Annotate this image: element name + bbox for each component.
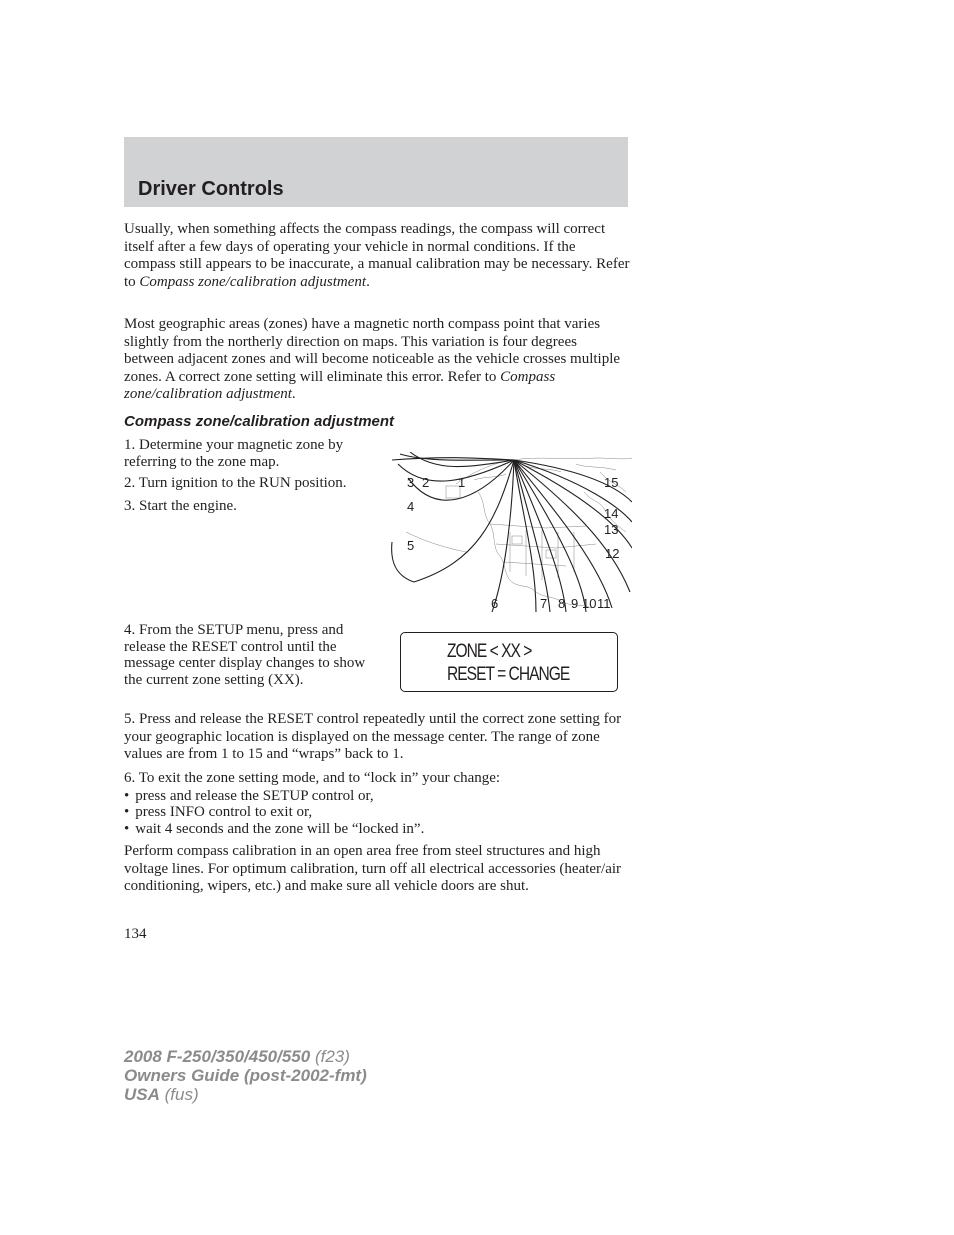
zone-label-1: 1 [458, 475, 466, 490]
display-line-2: RESET = CHANGE [447, 664, 570, 685]
section-header-band [124, 137, 628, 207]
display-line-1: ZONE < XX > [447, 641, 532, 662]
zone-label-3: 3 [407, 475, 415, 490]
zone-label-11: 11 [597, 596, 611, 611]
intro-p1-text: Usually, when something affects the compass readings, the compass will correct itself after a few days of operating your vehicle in normal conditions. If the compass still appears to be inaccurate, a manual calibration may be necessary. Refer to [124, 221, 630, 290]
intro-p2-reference: Compass zone/calibration adjustment [124, 368, 556, 403]
footer-model-code: (f23) [310, 1047, 350, 1066]
zone-label-2: 2 [422, 475, 430, 490]
intro-p2-end: . [291, 386, 296, 403]
list-item: • wait 4 seconds and the zone will be “locked in”. [124, 821, 424, 837]
message-center-display [400, 632, 618, 692]
zone-label-12: 12 [605, 546, 620, 561]
zone-label-6: 6 [491, 596, 499, 611]
footer-market: USA [124, 1085, 160, 1104]
zone-label-5: 5 [407, 538, 415, 553]
step-6: 6. To exit the zone setting mode, and to “lock in” your change: [124, 770, 501, 786]
step-1: 1. Determine your magnetic zone by referring to the zone map. [124, 437, 344, 470]
intro-paragraph-2 [124, 316, 630, 404]
step-5: 5. Press and release the RESET control repeatedly until the correct zone setting for your geographic location is displayed on the message center. The range of zone values are from 1 to 15 and “wraps” back to 1. [124, 711, 622, 763]
zone-label-14: 14 [604, 506, 619, 521]
intro-p1-end: . [366, 273, 370, 290]
footer-model: 2008 F-250/350/450/550 [124, 1047, 311, 1066]
zone-label-13: 13 [604, 522, 619, 537]
list-item: • press INFO control to exit or, [124, 804, 424, 820]
page-number: 134 [124, 926, 147, 942]
step-3: 3. Start the engine. [124, 498, 237, 514]
zone-label-7: 7 [540, 596, 548, 611]
intro-p2-text: Most geographic areas (zones) have a magnetic north compass point that varies slightly from the northerly direction on maps. This variation is four degrees between adjacent zones and will become noticeable as the vehicle crosses multiple zones. A correct zone setting will eliminate this error. Refer to [124, 316, 621, 385]
magnetic-zone-map [386, 452, 632, 614]
document-footer [124, 1047, 367, 1104]
subsection-title: Compass zone/calibration adjustment [124, 413, 395, 430]
step-2: 2. Turn ignition to the RUN position. [124, 475, 347, 491]
zone-label-10: 10 [582, 596, 597, 611]
zone-label-8: 8 [558, 596, 566, 611]
closing-paragraph: Perform compass calibration in an open area free from steel structures and high voltage lines. For optimum calibration, turn off all electrical accessories (heater/air conditioning, wipers, etc.) and make sure all vehicle doors are shut. [124, 843, 622, 895]
intro-p1-reference: Compass zone/calibration adjustment [139, 273, 367, 290]
exit-options-list [124, 788, 424, 837]
section-title: Driver Controls [138, 178, 284, 200]
footer-guide: Owners Guide (post-2002-fmt) [124, 1066, 367, 1085]
zone-label-9: 9 [571, 596, 579, 611]
list-item: • press and release the SETUP control or, [124, 788, 424, 804]
zone-label-4: 4 [407, 499, 415, 514]
zone-label-15: 15 [604, 475, 619, 490]
step-4: 4. From the SETUP menu, press and release the RESET control until the message center display changes to show the current zone setting (XX). [124, 622, 366, 688]
footer-market-code: (fus) [159, 1085, 199, 1104]
intro-paragraph-1 [124, 221, 630, 291]
